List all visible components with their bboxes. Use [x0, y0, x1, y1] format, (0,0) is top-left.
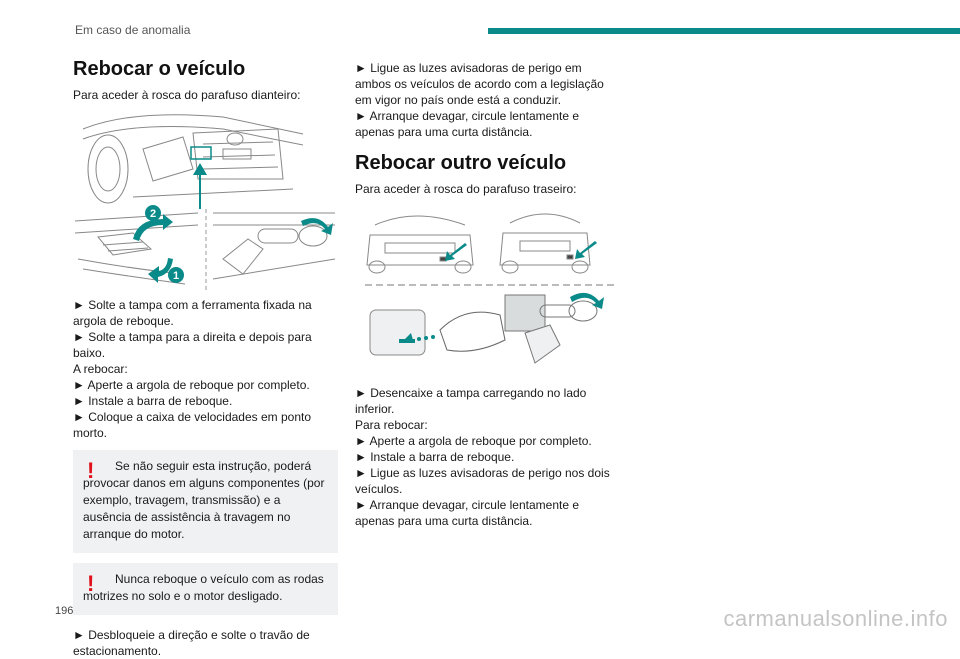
arrow-sedan	[445, 243, 467, 261]
up-arrow	[193, 163, 207, 209]
warning-note-2	[73, 563, 338, 615]
towing-label: A rebocar:	[73, 362, 128, 376]
callout-2-label: 2	[149, 208, 157, 220]
section-title-tow-vehicle: Rebocar o veículo	[73, 58, 246, 80]
left-column	[73, 56, 338, 659]
front-step-1: ► Solte a tampa com a ferramenta fixada na argola de reboque.	[73, 298, 312, 328]
rear-tow-illustration	[355, 205, 620, 375]
warning-icon: !	[87, 571, 95, 596]
warning-icon: !	[87, 458, 95, 483]
final-step: ► Desbloqueie a direção e solte o travão de estacionamento.	[73, 628, 310, 658]
arrow-hatchback	[575, 241, 597, 259]
section-title-tow-other: Rebocar outro veículo	[355, 152, 567, 174]
cont-step-2: ► Arranque devagar, circule lentamente e apenas para uma curta distância.	[355, 109, 580, 139]
car-rear-hatchback	[500, 214, 590, 273]
page-number: 196	[55, 605, 74, 617]
rear-towing-step-1: ► Aperte a argola de reboque por completo.	[355, 434, 592, 448]
tow-ring-drawing	[505, 295, 597, 363]
warning-note-1	[73, 450, 338, 553]
car-rear-sedan	[367, 216, 473, 273]
rear-step-1: ► Desencaixe a tampa carregando no lado inferior.	[355, 386, 587, 416]
rear-towing-step-2: ► Instale a barra de reboque.	[355, 450, 515, 464]
towing-step-1: ► Aperte a argola de reboque por completo.	[73, 378, 310, 392]
callout-1-label: 1	[172, 270, 180, 282]
header-section-title: Em caso de anomalia	[75, 23, 191, 37]
hand-drawing	[440, 312, 505, 351]
towing-step-2: ► Instale a barra de reboque.	[73, 394, 233, 408]
rear-cover	[370, 310, 425, 355]
rear-intro: Para aceder à rosca do parafuso traseiro:	[355, 182, 577, 196]
rear-towing-label: Para rebocar:	[355, 418, 428, 432]
warning-note-2-text: Nunca reboque o veículo com as rodas motrizes no solo e o motor desligado.	[83, 572, 324, 603]
rear-towing-step-3: ► Ligue as luzes avisadoras de perigo nos dois veículos.	[355, 466, 610, 496]
front-intro: Para aceder à rosca do parafuso dianteiro:	[73, 88, 301, 102]
towing-step-3: ► Coloque a caixa de velocidades em ponto morto.	[73, 410, 312, 440]
watermark: carmanualsonline.info	[723, 606, 948, 631]
front-tow-illustration	[73, 109, 338, 291]
right-column	[355, 56, 620, 529]
warning-note-1-text: Se não seguir esta instrução, poderá provocar danos em alguns componentes (por exemplo, travagem, transmissão) e a ausência de assistência à travagem no arranque do motor.	[83, 459, 325, 541]
front-step-2: ► Solte a tampa para a direita e depois para baixo.	[73, 330, 312, 360]
rear-towing-step-4: ► Arranque devagar, circule lentamente e apenas para uma curta distância.	[355, 498, 580, 528]
header-accent-bar	[488, 28, 960, 34]
cont-step-1: ► Ligue as luzes avisadoras de perigo em ambos os veículos de acordo com a legislação em vigor no país onde está a conduzir.	[355, 61, 604, 107]
